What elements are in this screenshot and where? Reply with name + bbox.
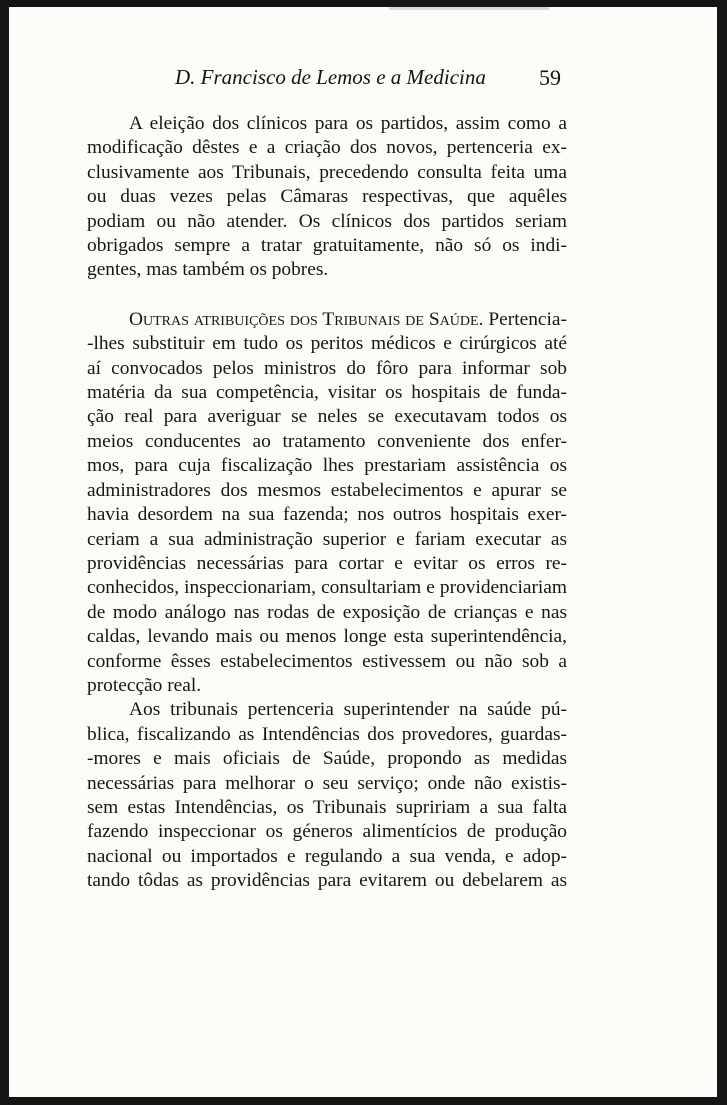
text-line: -mores e mais oficiais de Saúde, propondo as medidas xyxy=(87,748,567,770)
text-line: podiam ou não atender. Os clínicos dos partidos seriam xyxy=(87,210,567,232)
text-line: sem estas Intendências, os Tribunais supririam a sua falta xyxy=(87,796,567,818)
text-line: tando tôdas as providências para evitarem ou debelarem as xyxy=(87,870,567,892)
text-line: ceriam a sua administração superior e fariam executar as xyxy=(87,528,567,550)
text-line: fazendo inspeccionar os géneros alimentícios de produção xyxy=(87,821,567,843)
page-number: 59 xyxy=(539,65,561,90)
text-line: aí convocados pelos ministros do fôro para informar sob xyxy=(87,357,567,379)
text-line: havia desordem na sua fazenda; nos outros hospitais exer- xyxy=(87,504,567,526)
section-first-line xyxy=(87,308,567,332)
text-line: obrigados sempre a tratar gratuitamente, não só os indi- xyxy=(87,235,567,257)
text-line: modificação dêstes e a criação dos novos, pertenceria ex- xyxy=(87,137,567,159)
text-line: clusivamente aos Tribunais, precedendo consulta feita uma xyxy=(87,161,567,183)
text-line: matéria da sua competência, visitar os hospitais de funda- xyxy=(87,382,567,404)
text-line: nacional ou importados e regulando a sua venda, e adop- xyxy=(87,845,567,867)
text-line: protecção real. xyxy=(87,674,202,696)
text-line: gentes, mas também os pobres. xyxy=(87,259,329,281)
body-text xyxy=(87,112,567,894)
page-header xyxy=(9,63,717,93)
text-line: de modo análogo nas rodas de exposição de crianças e nas xyxy=(87,601,567,623)
text-line: A eleição dos clínicos para os partidos, assim como a xyxy=(129,113,567,134)
text-line: conhecidos, inspeccionariam, consultariam e providenciariam xyxy=(87,577,567,599)
text-line: ção real para averiguar se neles se executavam todos os xyxy=(87,406,567,428)
book-page xyxy=(9,7,717,1097)
paragraph-2 xyxy=(87,308,567,699)
text-line: -lhes substituir em tudo os peritos médicos e cirúrgicos até xyxy=(87,333,567,355)
text-line: mos, para cuja fiscalização lhes prestariam assistência os xyxy=(87,455,567,477)
text-line: blica, fiscalizando as Intendências dos provedores, guardas- xyxy=(87,723,567,745)
paragraph-1 xyxy=(87,112,567,283)
heading-line-rest: Pertencia- xyxy=(488,308,567,330)
text-line: administradores dos mesmos estabelecimentos e apurar se xyxy=(87,479,567,501)
running-title: D. Francisco de Lemos e a Medicina xyxy=(175,65,486,89)
text-line: Aos tribunais pertenceria superintender na saúde pú- xyxy=(129,699,567,721)
scan-speck xyxy=(389,7,549,10)
text-line: providências necessárias para cortar e evitar os erros re- xyxy=(87,552,567,574)
text-line: conforme êsses estabelecimentos estivessem ou não sob a xyxy=(87,650,567,672)
text-line: caldas, levando mais ou menos longe esta superintendência, xyxy=(87,626,567,648)
text-line: necessárias para melhorar o seu serviço; onde não existis- xyxy=(87,772,567,794)
paragraph-gap xyxy=(87,283,567,308)
section-heading: Outras atribuições dos Tribunais de Saúde. xyxy=(129,308,484,330)
text-line: meios conducentes ao tratamento conveniente dos enfer- xyxy=(87,430,567,452)
paragraph-3 xyxy=(87,698,567,893)
text-line: ou duas vezes pelas Câmaras respectivas, que aquêles xyxy=(87,186,567,208)
